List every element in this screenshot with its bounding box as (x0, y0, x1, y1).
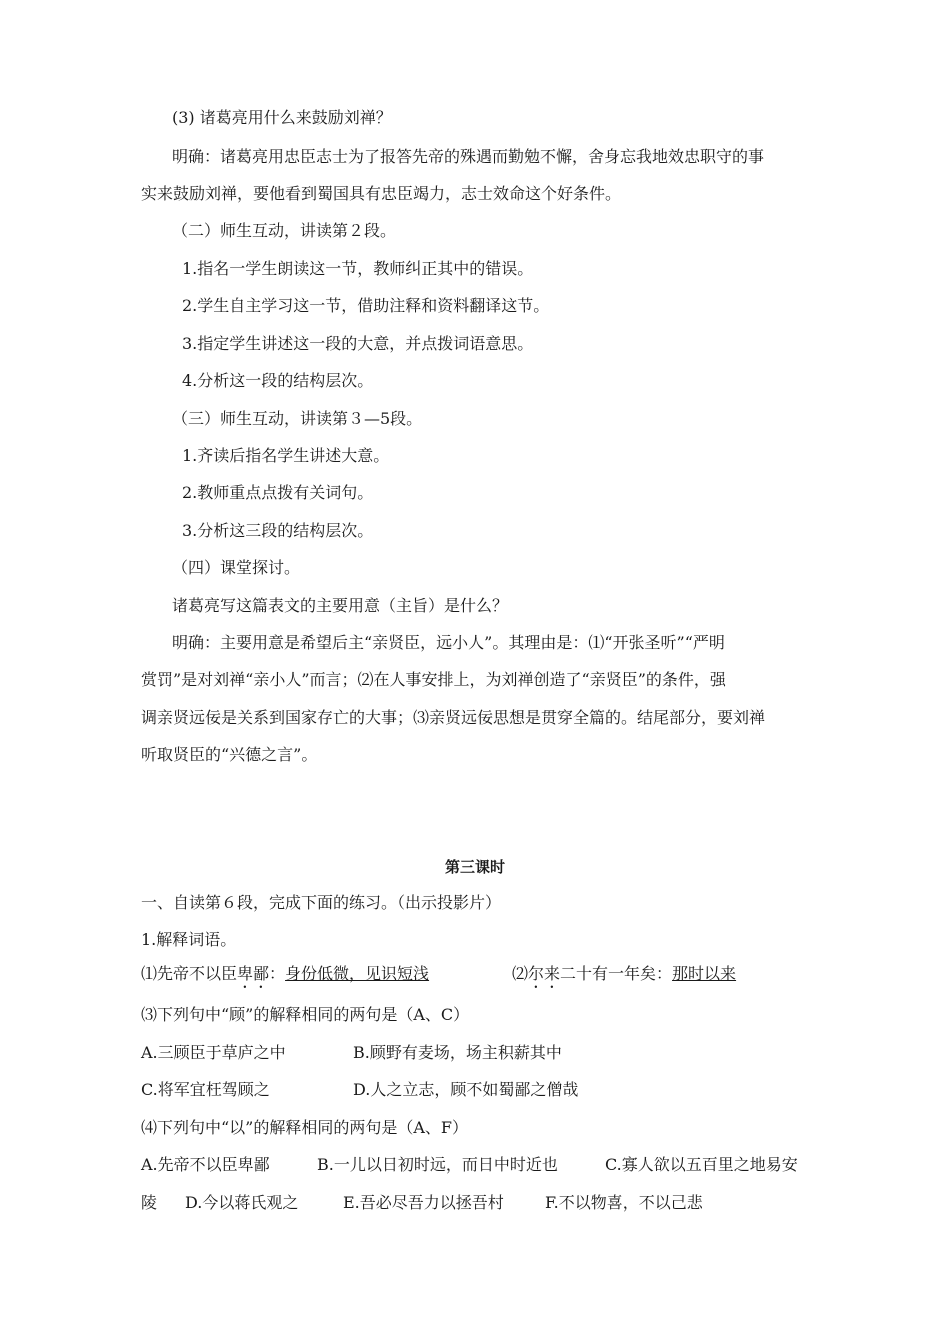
section-3-step-3: 3.分析这三段的结构层次。 (182, 521, 374, 540)
exercise-intro: 一、自读第６段，完成下面的练习。（出示投影片） (141, 893, 502, 912)
option-yi-c-continued: 陵 (141, 1193, 158, 1212)
word-2-answer: 那时以来 (672, 964, 737, 983)
section-2-step-3: 3.指定学生讲述这一段的大意，并点拨词语意思。 (182, 334, 534, 353)
section-2-step-4: 4.分析这一段的结构层次。 (182, 371, 374, 390)
answer-2-line-3: 调亲贤远佞是关系到国家存亡的大事；⑶亲贤远佞思想是贯穿全篇的。结尾部分，要刘禅 (141, 708, 766, 727)
word-1-target: 卑鄙 (237, 964, 270, 983)
option-gu-b: B.顾野有麦场，场主积薪其中 (353, 1043, 562, 1062)
section-3-step-1: 1.齐读后指名学生讲述大意。 (182, 446, 390, 465)
answer-2-line-2: 赏罚”是对刘禅“亲小人”而言；⑵在人事安排上，为刘禅创造了“亲贤臣”的条件，强 (141, 670, 726, 689)
word-1-colon: ： (269, 964, 286, 983)
word-2-target: 尔来 (528, 964, 561, 983)
exercise-item-1: 1.解释词语。 (141, 930, 237, 949)
option-yi-b: B.一儿以日初时远，而日中时近也 (317, 1155, 558, 1174)
option-yi-c: C.寡人欲以五百里之地易安 (605, 1155, 798, 1174)
section-2-step-1: 1.指名一学生朗读这一节，教师纠正其中的错误。 (182, 259, 534, 278)
answer-1-line-2: 实来鼓励刘禅，要他看到蜀国具有忠臣竭力，志士效命这个好条件。 (141, 184, 622, 203)
option-gu-d: D.人之立志，顾不如蜀鄙之僧哉 (353, 1080, 579, 1099)
section-4-heading: （四）课堂探讨。 (172, 558, 301, 577)
word-explanation-2 (512, 964, 736, 992)
word-1-sentence: ⑴先帝不以臣 (141, 964, 238, 983)
option-gu-a: A.三顾臣于草庐之中 (141, 1043, 286, 1062)
option-yi-e: E.吾必尽吾力以拯吾村 (343, 1193, 504, 1212)
lesson-3-title: 第三课时 (444, 858, 505, 876)
section-3-heading: （三）师生互动，讲读第３—5段。 (172, 409, 423, 428)
question-3: (3) 诸葛亮用什么来鼓励刘禅？ (172, 108, 392, 127)
question-yi: ⑷下列句中“以”的解释相同的两句是（A、F） (141, 1118, 469, 1137)
question-gu: ⑶下列句中“顾”的解释相同的两句是（A、C） (141, 1005, 470, 1024)
option-yi-d: D.今以蒋氏观之 (185, 1193, 299, 1212)
section-2-step-2: 2.学生自主学习这一节，借助注释和资料翻译这节。 (182, 296, 550, 315)
word-2-number: ⑵ (512, 964, 529, 983)
answer-2-line-1: 明确：主要用意是希望后主“亲贤臣，远小人”。其理由是：⑴“开张圣听”“严明 (172, 633, 725, 652)
section-2-heading: （二）师生互动，讲读第２段。 (172, 221, 397, 240)
option-yi-a: A.先帝不以臣卑鄙 (141, 1155, 270, 1174)
main-question: 诸葛亮写这篇表文的主要用意（主旨）是什么？ (172, 596, 509, 615)
word-1-answer: 身份低微，见识短浅 (285, 964, 430, 983)
option-gu-c: C.将军宜枉驾顾之 (141, 1080, 270, 1099)
option-yi-f: F.不以物喜，不以己悲 (545, 1193, 703, 1212)
answer-2-line-4: 听取贤臣的“兴德之言”。 (141, 745, 318, 764)
answer-1-line-1: 明确：诸葛亮用忠臣志士为了报答先帝的殊遇而勤勉不懈，舍身忘我地效忠职守的事 (172, 147, 765, 166)
section-3-step-2: 2.教师重点点拨有关词句。 (182, 483, 374, 502)
word-explanation-1 (141, 964, 429, 992)
word-2-sentence: 二十有一年矣： (560, 964, 673, 983)
